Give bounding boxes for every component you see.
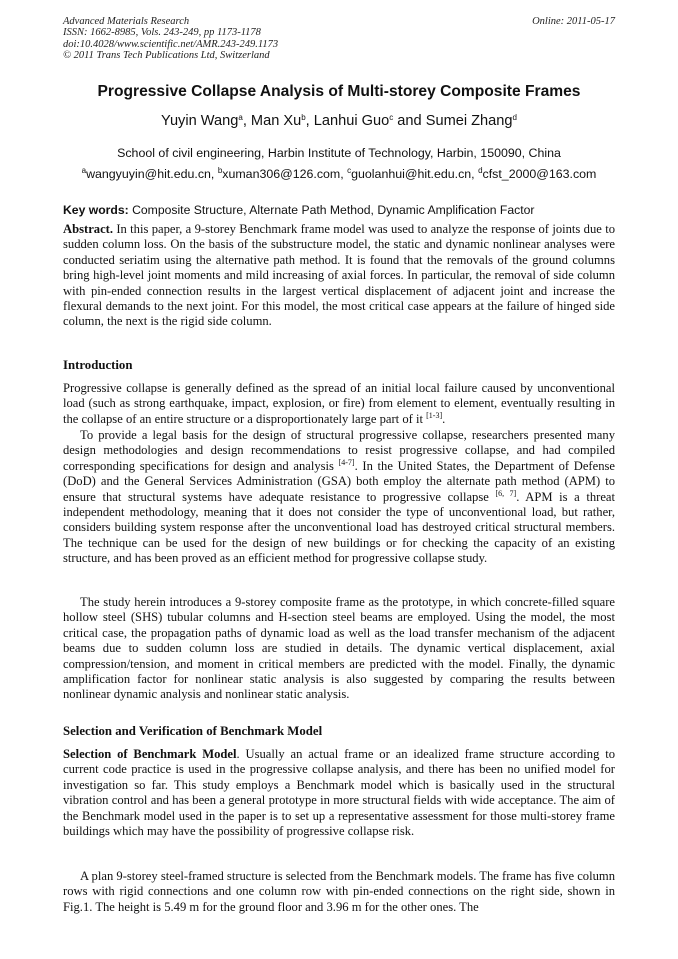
email-address: guolanhui@hit.edu.cn, — [351, 167, 479, 181]
issn-line: ISSN: 1662-8985, Vols. 243-249, pp 1173-1178 — [63, 27, 261, 39]
selection-paragraph-1 — [63, 747, 615, 839]
author-sup: d — [512, 113, 517, 122]
email-address: cfst_2000@163.com — [482, 167, 597, 181]
selection-p1-text: . Usually an actual frame or an idealized frame structure according to current code practice is used in the progressive collapse analysis, and there has been no unified model for investigation so far. This study employs a Benchmark model which is basically used in the structural vibration control and has been a general prototype in more structural fields with wide acceptance. The aim of the Benchmark model used in the paper is to set up a representative assessment for those multi-storey frame buildings which may have the possibility of progressive collapse risk. — [63, 747, 615, 839]
intro-p2-text: To provide a legal basis for the design of structural progressive collapse, researchers presented many design methodologies and design recommendations to resist progressive collapse, and had compiled corresponding specifications for design and analysis — [63, 428, 615, 473]
online-date: Online: 2011-05-17 — [532, 16, 615, 27]
author-name: Sumei Zhang — [425, 113, 513, 129]
affiliation: School of civil engineering, Harbin Institute of Technology, Harbin, 150090, China — [117, 146, 561, 160]
author-list — [40, 113, 638, 129]
author-name: Lanhui Guo — [313, 113, 390, 129]
author-sup: a — [238, 113, 243, 122]
keywords — [63, 203, 623, 217]
keywords-label: Key words: — [63, 203, 129, 217]
intro-p1-end: . — [442, 411, 446, 426]
intro-paragraph-3: The study herein introduces a 9-storey composite frame as the prototype, in which concrete-filled square hollow steel (SHS) tubular columns and H-section steel beams are employed. Using the model, the most critical case, the propagation paths of dynamic load as well as the load transfer mechanism of the adjacent beams due to sudden column loss are studied in details. The dynamic vertical displacement, axial compression/tension, and moment in critical members are predicted with the model. Finally, the dynamic amplification factor for nonlinear static analysis is also suggested by comparing the results between nonlinear dynamic analysis and nonlinear static analysis. — [63, 595, 615, 702]
journal-name: Advanced Materials Research — [63, 16, 190, 27]
intro-paragraph-2 — [63, 428, 615, 567]
citation: [4-7] — [338, 457, 355, 467]
intro-heading: Introduction — [63, 358, 133, 372]
citation: [6, 7] — [495, 488, 517, 498]
author-sep: , — [305, 113, 314, 129]
author-name: Man Xu — [250, 113, 302, 129]
email-address: xuman306@126.com, — [222, 167, 348, 181]
email-address: wangyuyin@hit.edu.cn, — [86, 167, 218, 181]
author-sep: , — [242, 113, 251, 129]
email-sup: d — [478, 166, 483, 175]
author-name: Yuyin Wang — [161, 113, 239, 129]
author-sup: b — [301, 113, 306, 122]
intro-p1-text: Progressive collapse is generally defined as the spread of an initial local failure caused by unconventional load (such as strong earthquake, impact, explosion, or fire) from element to element, eventually resulting in the collapse of an entire structure or a disproportionately large part of it — [63, 381, 615, 426]
selection-label: Selection of Benchmark Model — [63, 747, 237, 761]
paper-title: Progressive Collapse Analysis of Multi-storey Composite Frames — [97, 83, 581, 100]
intro-p2-text: . In the United States, the Department of Defense (DoD) and the General Services Administration (GSA) both employ the alternate path method (APM) to ensure that structural systems have adequate resistance to progressive collapse — [63, 458, 616, 504]
email-sup: c — [347, 166, 352, 175]
doi-line: doi:10.4028/www.scientific.net/AMR.243-249.1173 — [63, 38, 279, 50]
keywords-text: Composite Structure, Alternate Path Method, Dynamic Amplification Factor — [128, 203, 535, 217]
abstract-label: Abstract. — [63, 222, 114, 236]
email-sup: b — [217, 166, 223, 175]
citation: [1-3] — [426, 410, 443, 420]
intro-p2-text: . APM is a threat independent methodology, meaning that it does not consider the type of unconventional load, but rather, considers building system response after the unconventional load has destroyed critical structural members. The technique can be used for the design of new buildings or for checking the capacity of an existing structure, and has been proved as an efficient method for progressive collapse study. — [63, 489, 616, 566]
journal-header — [63, 16, 615, 62]
copyright-line: © 2011 Trans Tech Publications Ltd, Switzerland — [63, 50, 270, 62]
email-sup: a — [81, 166, 87, 175]
author-sup: c — [389, 113, 394, 122]
intro-paragraph-1 — [63, 381, 615, 427]
email-list — [40, 167, 638, 181]
selection-heading: Selection and Verification of Benchmark Model — [63, 724, 323, 738]
abstract-text: In this paper, a 9-storey Benchmark frame model was used to analyze the response of joints due to sudden column loss. On the basis of the substructure model, the static and dynamic nonlinear analyses were conducted seriatim using the alternative path method. It is found that the removals of the ground columns bring high-level joint moments and mild increasing of axial forces. In particular, the removal of side column with pin-ended connection results in the largest vertical displacement of adjacent joint and increase the flexural demands to the next joint. For this model, the most critical case appears at the failure of hinged side column, the next is the rigid side column. — [63, 222, 615, 329]
abstract — [63, 222, 615, 330]
selection-paragraph-2: A plan 9-storey steel-framed structure is selected from the Benchmark models. The frame has five column rows with rigid connections and one column row with pin-ended connections on the right side, shown in Fig.1. The height is 5.49 m for the ground floor and 3.96 m for the other ones. The — [63, 869, 615, 914]
author-sep: and — [393, 113, 426, 129]
